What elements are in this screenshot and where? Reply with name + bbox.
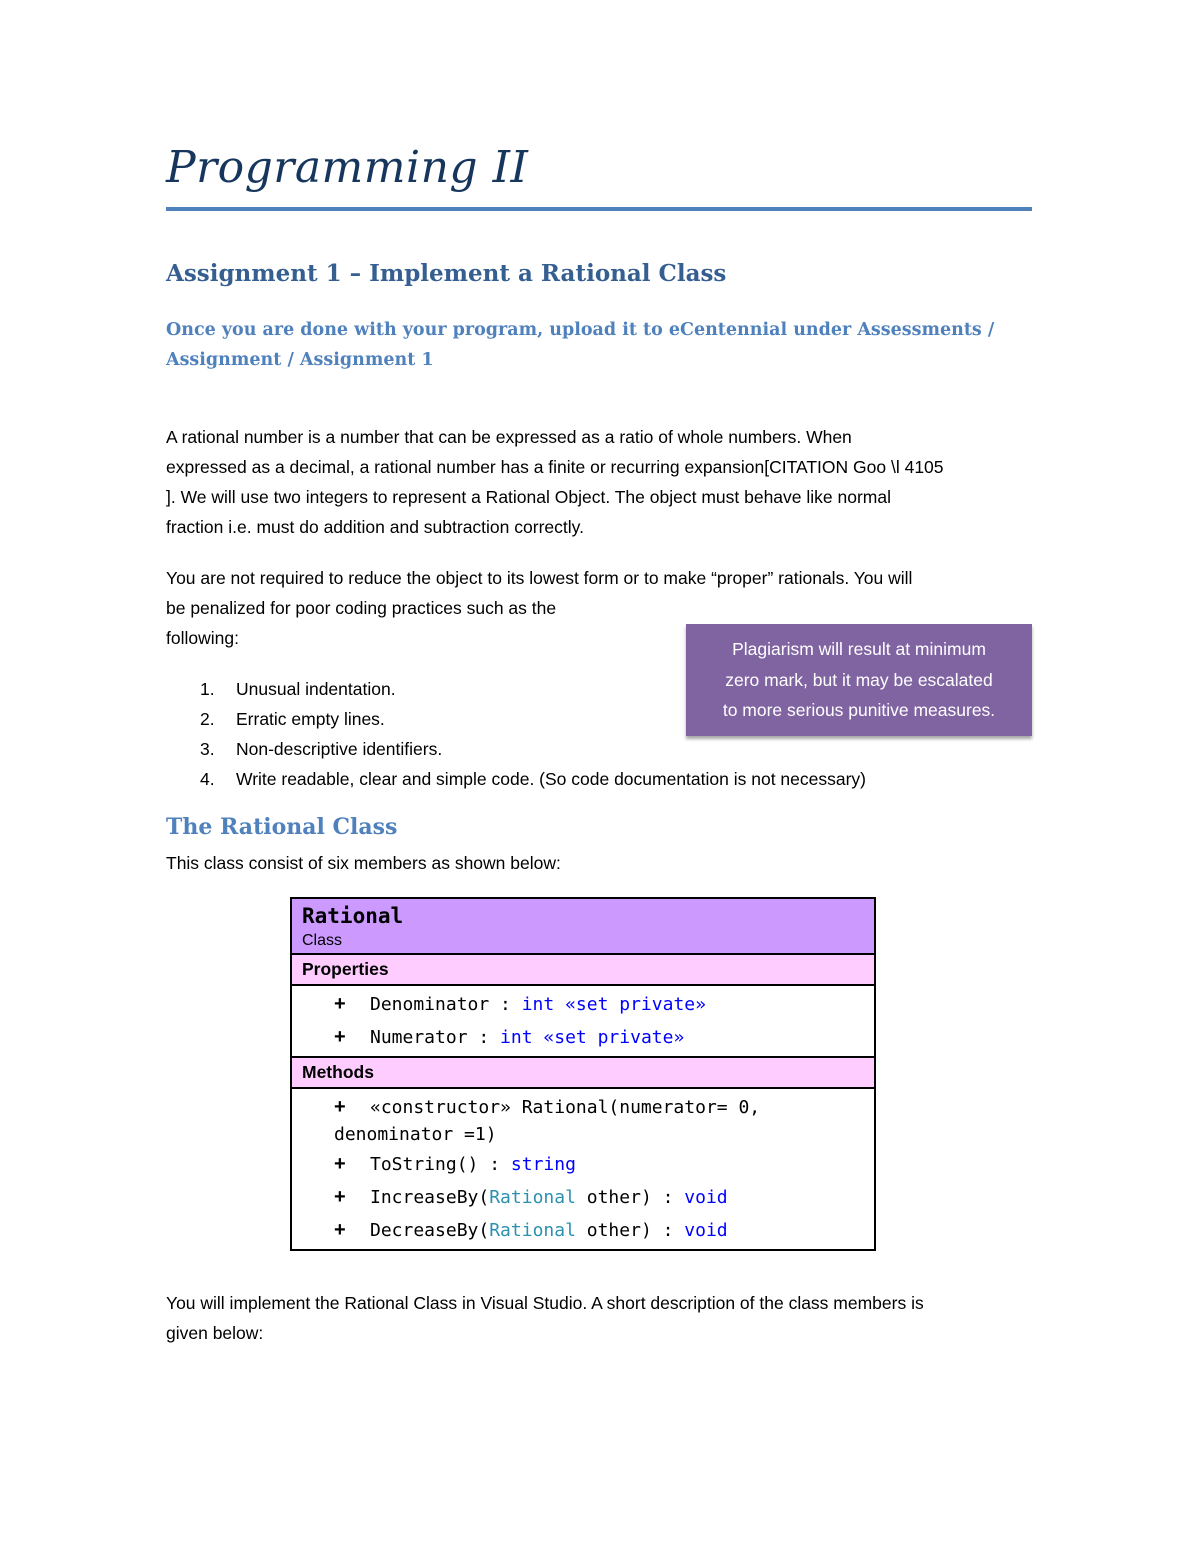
uml-method-row: + ToString() : string <box>334 1153 576 1175</box>
list-item: 4. Write readable, clear and simple code. (So code documentation is not necessary) <box>200 769 867 789</box>
uml-methods-label: Methods <box>292 1058 874 1089</box>
uml-class-diagram <box>290 897 876 1251</box>
uml-class-header <box>292 899 874 955</box>
intro-line: ]. We will use two integers to represent a Rational Object. The object must behave like normal <box>166 487 891 507</box>
uml-property-row: + Denominator : int «set private» <box>334 993 706 1015</box>
title-underline <box>166 207 1032 211</box>
section-intro: This class consist of six members as shown below: <box>166 853 561 873</box>
callout-line: Plagiarism will result at minimum <box>732 639 986 660</box>
uml-method-row: + IncreaseBy(Rational other) : void <box>334 1186 728 1208</box>
assignment-heading: Assignment 1 – Implement a Rational Class <box>166 260 727 287</box>
callout-line: to more serious punitive measures. <box>722 700 996 721</box>
closing-line: given below: <box>166 1323 264 1343</box>
coding-practices-list <box>166 674 866 794</box>
uml-property-row: + Numerator : int «set private» <box>334 1026 685 1048</box>
closing-paragraph <box>166 1288 1036 1348</box>
uml-method-row: + DecreaseBy(Rational other) : void <box>334 1219 728 1241</box>
uml-properties-label: Properties <box>292 955 874 986</box>
list-item: 3. Non-descriptive identifiers. <box>200 739 443 759</box>
intro-line: expressed as a decimal, a rational number has a finite or recurring expansion[CITATION Goo \l 4105 <box>166 457 944 477</box>
penalty-line: following: <box>166 628 239 648</box>
closing-line: You will implement the Rational Class in Visual Studio. A short description of the class members is <box>166 1293 924 1313</box>
uml-method-row: + «constructor» Rational(numerator= 0, denominator =1) <box>334 1096 761 1145</box>
uml-methods <box>292 1089 874 1249</box>
penalty-line: You are not required to reduce the object to its lowest form or to make “proper” rationals. You will <box>166 568 913 588</box>
list-item: 1. Unusual indentation. <box>200 679 396 699</box>
list-item: 2. Erratic empty lines. <box>200 709 385 729</box>
page-title: Programming II <box>166 142 529 193</box>
uml-class-name: Rational <box>302 904 404 928</box>
section-heading: The Rational Class <box>166 814 398 840</box>
intro-paragraph <box>166 422 944 542</box>
callout-line: zero mark, but it may be escalated <box>725 669 993 690</box>
intro-line: fraction i.e. must do addition and subtraction correctly. <box>166 517 584 537</box>
uml-class-type: Class <box>302 932 343 949</box>
penalty-line: be penalized for poor coding practices such as the <box>166 598 557 618</box>
upload-note: Once you are done with your program, upload it to eCentennial under Assessments / Assignment / Assignment 1 <box>166 320 995 370</box>
uml-properties <box>292 986 874 1058</box>
intro-line: A rational number is a number that can be expressed as a ratio of whole numbers. When <box>166 427 852 447</box>
